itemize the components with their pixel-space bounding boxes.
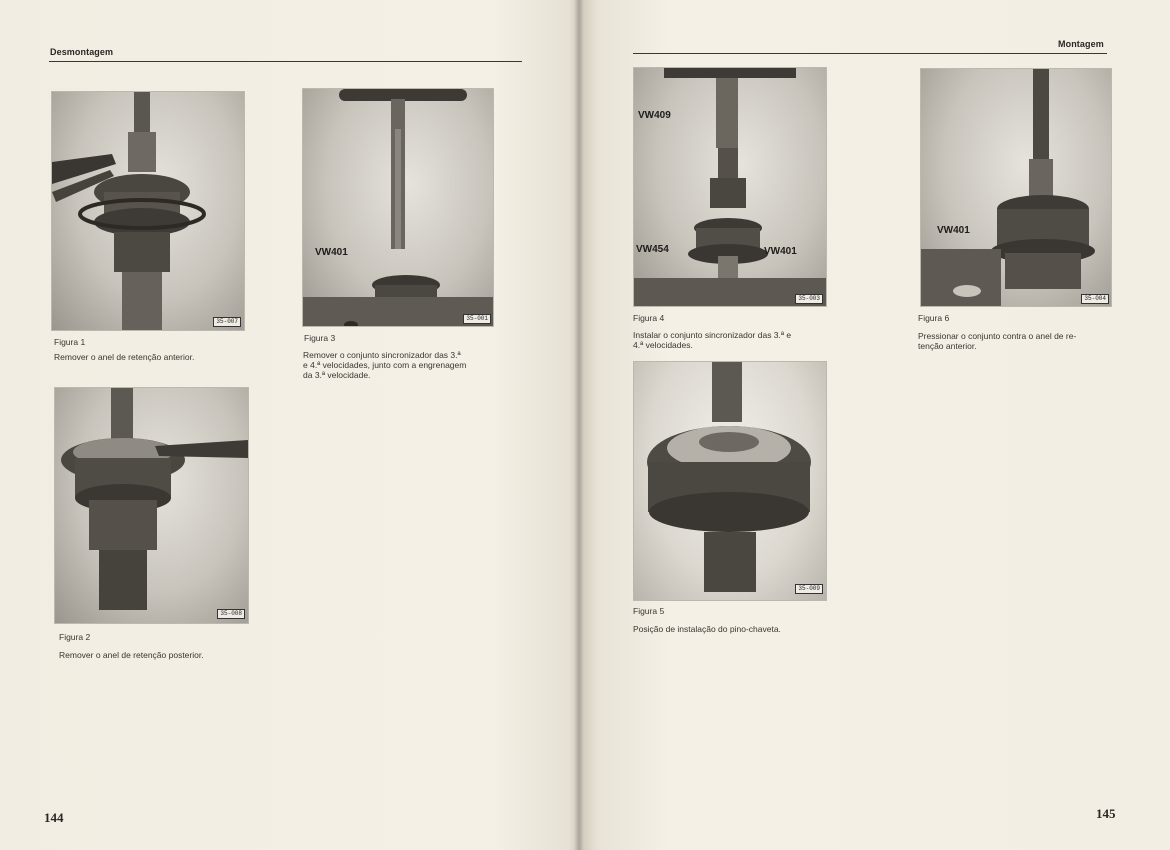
figure-3-label: Figura 3 (304, 333, 336, 343)
right-header-rule (633, 53, 1107, 54)
left-header-rule (49, 61, 522, 62)
right-page-number: 145 (1096, 806, 1116, 821)
figure-6-caption-line: Pressionar o conjunto contra o anel de re- (918, 331, 1077, 341)
figure-5-photo (633, 361, 827, 601)
figure-3-callout-vw401: VW401 (315, 247, 348, 258)
gear-shaft-illustration (52, 92, 244, 330)
figure-3-code: 35-001 (463, 314, 491, 324)
figure-3-photo (302, 88, 494, 327)
figure-4-label: Figura 4 (633, 313, 665, 323)
figure-6-callout-vw401: VW401 (937, 225, 970, 236)
figure-5-code: 35-009 (795, 584, 823, 594)
right-page-header: Montagem (1058, 39, 1104, 49)
figure-6-photo (920, 68, 1112, 307)
figure-2-photo (54, 387, 249, 624)
press-tool-illustration (303, 89, 493, 326)
gear-shaft-illustration (55, 388, 248, 623)
figure-4-callout-vw401: VW401 (764, 246, 797, 257)
gear-detail-illustration (634, 362, 826, 600)
figure-3-caption (303, 350, 466, 380)
figure-5-label: Figura 5 (633, 606, 665, 616)
figure-4-caption (633, 330, 791, 350)
figure-3-caption-line: e 4.ª velocidades, junto com a engrenagem (303, 360, 467, 370)
figure-4-callout-vw454: VW454 (636, 244, 669, 255)
figure-6-label: Figura 6 (918, 313, 950, 323)
figure-1-caption: Remover o anel de retenção anterior. (54, 352, 195, 362)
figure-4-code: 35-003 (795, 294, 823, 304)
figure-3-caption-line: da 3.ª velocidade. (303, 370, 371, 380)
figure-5-caption: Posição de instalação do pino-chaveta. (633, 624, 781, 634)
figure-4-caption-line: 4.ª velocidades. (633, 340, 693, 350)
figure-4-callout-vw409: VW409 (638, 110, 671, 121)
press-assembly-illustration (634, 68, 826, 306)
figure-6-code: 35-004 (1081, 294, 1109, 304)
left-page-header: Desmontagem (50, 47, 114, 57)
figure-4-photo (633, 67, 827, 307)
figure-1-code: 35-007 (213, 317, 241, 327)
figure-3-caption-line: Remover o conjunto sincronizador das 3.ª (303, 350, 461, 360)
figure-1-photo (51, 91, 245, 331)
figure-4-caption-line: Instalar o conjunto sincronizador das 3.ª e (633, 330, 792, 340)
figure-1-label: Figura 1 (54, 337, 86, 347)
press-gear-illustration (921, 69, 1111, 306)
figure-2-caption: Remover o anel de retenção posterior. (59, 650, 204, 660)
left-page-number: 144 (44, 810, 64, 825)
figure-6-caption (918, 331, 1076, 351)
figure-2-label: Figura 2 (59, 632, 91, 642)
figure-2-code: 35-008 (217, 609, 245, 619)
book-gutter (574, 0, 584, 850)
figure-6-caption-line: tenção anterior. (918, 341, 977, 351)
